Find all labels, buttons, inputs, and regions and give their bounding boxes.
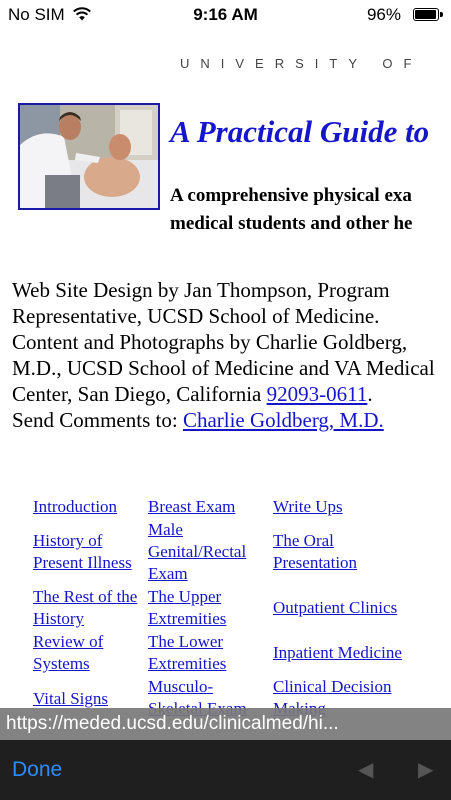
back-arrow-icon[interactable]: ◀ xyxy=(358,759,374,781)
introduction-link[interactable]: Introduction xyxy=(33,497,118,516)
university-banner: UNIVERSITY OF xyxy=(180,56,423,71)
outpatient-clinics-link[interactable]: Outpatient Clinics xyxy=(273,598,398,617)
subtitle-line-1: A comprehensive physical exa xyxy=(170,185,412,206)
lower-extremities-link[interactable]: The Lower Extremities xyxy=(148,632,227,673)
clock: 9:16 AM xyxy=(193,5,258,24)
comments-contact-link[interactable]: Charlie Goldberg, M.D. xyxy=(182,408,384,432)
page-subtitle xyxy=(170,182,412,238)
musculoskeletal-exam-link[interactable]: Musculo- xyxy=(148,677,214,696)
battery-icon xyxy=(413,8,439,21)
battery-percent: 96% xyxy=(366,5,401,24)
history-present-illness-link[interactable]: History of Present Illness xyxy=(33,531,132,572)
rest-of-history-link[interactable]: The Rest of the History xyxy=(33,587,138,628)
bottom-toolbar xyxy=(0,740,451,800)
forward-arrow-icon[interactable]: ▶ xyxy=(418,759,434,781)
breast-exam-link[interactable]: Breast Exam xyxy=(148,497,236,516)
status-bar xyxy=(0,0,451,30)
write-ups-link[interactable]: Write Ups xyxy=(273,497,343,516)
doctor-patient-photo xyxy=(18,103,160,210)
comments-label: Send Comments to: xyxy=(12,408,183,432)
page-title: A Practical Guide to xyxy=(170,114,430,149)
subtitle-line-2: medical students and other he xyxy=(170,213,413,234)
carrier-label: No SIM xyxy=(8,5,65,24)
url-bar: https://meded.ucsd.edu/clinicalmed/hi... xyxy=(0,708,451,740)
credits-text: Web Site Design by Jan Thompson, Program Representative, UCSD School of Medicine. Content and Photographs by Charlie Goldberg, M.D., UCSD School of Medicine and VA Medical Center, San Diego, California xyxy=(12,278,435,406)
credits-paragraph xyxy=(12,277,442,433)
vital-signs-link[interactable]: Vital Signs xyxy=(33,689,109,708)
done-button[interactable]: Done xyxy=(12,758,63,781)
clinical-decision-making-link[interactable]: Clinical Decision xyxy=(273,677,392,696)
credits-period: . xyxy=(367,382,373,406)
male-genital-rectal-exam-link[interactable]: Male Genital/Rectal Exam xyxy=(148,520,247,583)
upper-extremities-link[interactable]: The Upper Extremities xyxy=(148,587,227,628)
oral-presentation-link[interactable]: The Oral Presentation xyxy=(273,531,358,572)
zip-code-link[interactable]: 92093-0611 xyxy=(266,382,368,406)
web-page xyxy=(0,30,451,708)
inpatient-medicine-link[interactable]: Inpatient Medicine xyxy=(273,643,402,662)
review-of-systems-link[interactable]: Review of Systems xyxy=(33,632,104,673)
